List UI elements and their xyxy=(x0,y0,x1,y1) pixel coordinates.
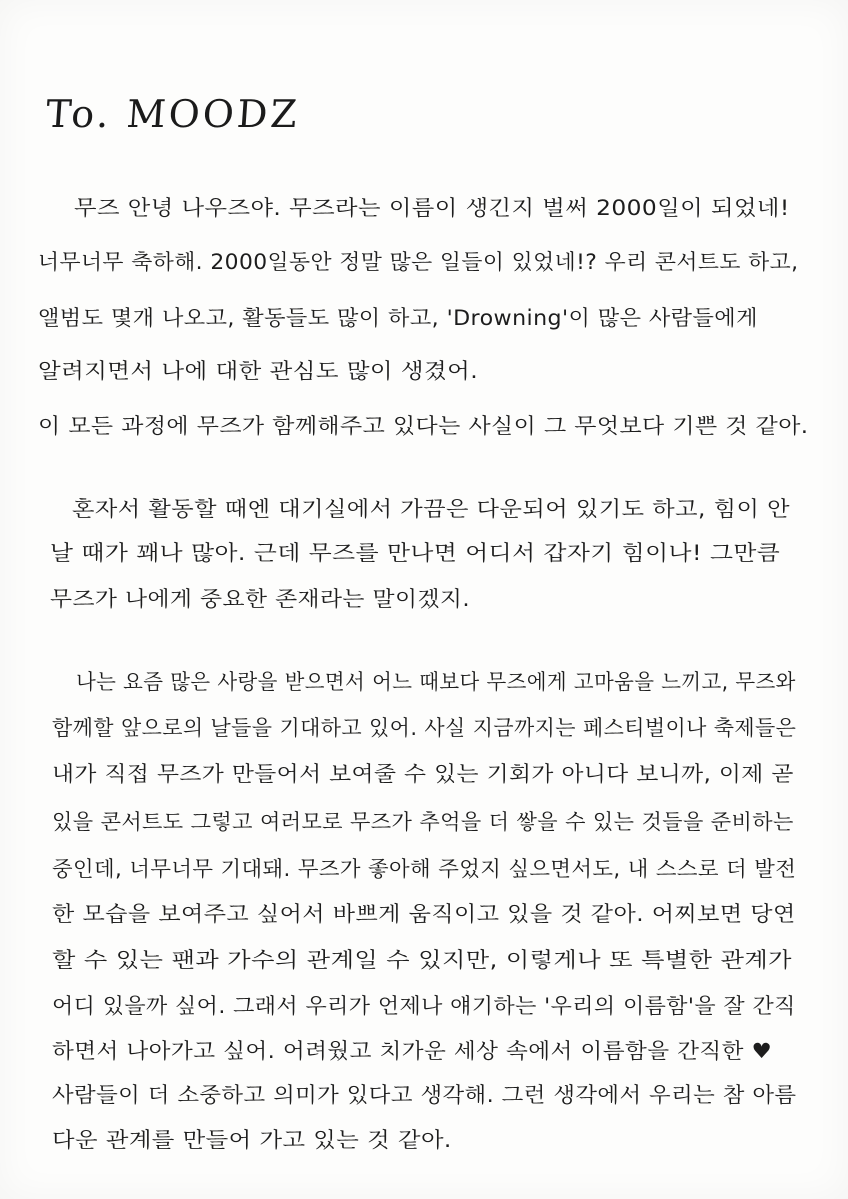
letter-line: 너무너무 축하해. 2000일동안 정말 많은 일들이 있었네!? 우리 콘서트도 하고, xyxy=(38,250,799,274)
letter-line: 알려지면서 나에 대한 관심도 많이 생겼어. xyxy=(38,359,479,383)
letter-line: 다운 관계를 만들어 가고 있는 것 같아. xyxy=(52,1128,452,1152)
letter-line: 한 모습을 보여주고 싶어서 바쁘게 움직이고 있을 것 같아. 어찌보면 당연 xyxy=(52,902,796,926)
letter-line: 무즈 안녕 나우즈야. 무즈라는 이름이 생긴지 벌써 2000일이 되었네! xyxy=(74,196,790,220)
letter-line: 혼자서 활동할 때엔 대기실에서 가끔은 다운되어 있기도 하고, 힘이 안 xyxy=(72,497,790,521)
letter-line: 나는 요즘 많은 사랑을 받으면서 어느 때보다 무즈에게 고마움을 느끼고, 무즈와 xyxy=(76,670,796,694)
letter-line: 할 수 있는 팬과 가수의 관계일 수 있지만, 이렇게나 또 특별한 관계가 xyxy=(52,948,792,972)
letter-line: 사람들이 더 소중하고 의미가 있다고 생각해. 그런 생각에서 우리는 참 아름 xyxy=(52,1083,797,1107)
letter-line: 하면서 나아가고 싶어. 어려웠고 치가운 세상 속에서 이름함을 간직한 ♥ xyxy=(52,1039,773,1063)
letter-line: 함께할 앞으로의 날들을 기대하고 있어. 사실 지금까지는 페스티벌이나 축제들은 xyxy=(52,716,797,740)
letter-line: 중인데, 너무너무 기대돼. 무즈가 좋아해 주었지 싶으면서도, 내 스스로 더 발전 xyxy=(52,857,797,881)
letter-line: 앨범도 몇개 나오고, 활동들도 많이 하고, 'Drowning'이 많은 사람들에게 xyxy=(38,306,758,330)
letter-line: 이 모든 과정에 무즈가 함께해주고 있다는 사실이 그 무엇보다 기쁜 것 같아. xyxy=(38,414,809,438)
letter-line: 어디 있을까 싶어. 그래서 우리가 언제나 얘기하는 '우리의 이름함'을 잘 간직 xyxy=(52,994,796,1018)
letter-line: 있을 콘서트도 그렇고 여러모로 무즈가 추억을 더 쌓을 수 있는 것들을 준비하는 xyxy=(52,810,794,834)
letter-greeting: To. MOODZ xyxy=(44,92,302,136)
letter-line: 내가 직접 무즈가 만들어서 보여줄 수 있는 기회가 아니다 보니까, 이제 곧 xyxy=(52,762,794,786)
letter-line: 날 때가 꽤나 많아. 근데 무즈를 만나면 어디서 갑자기 힘이나! 그만큼 xyxy=(50,541,781,565)
letter-line: 무즈가 나에게 중요한 존재라는 말이겠지. xyxy=(50,587,471,611)
